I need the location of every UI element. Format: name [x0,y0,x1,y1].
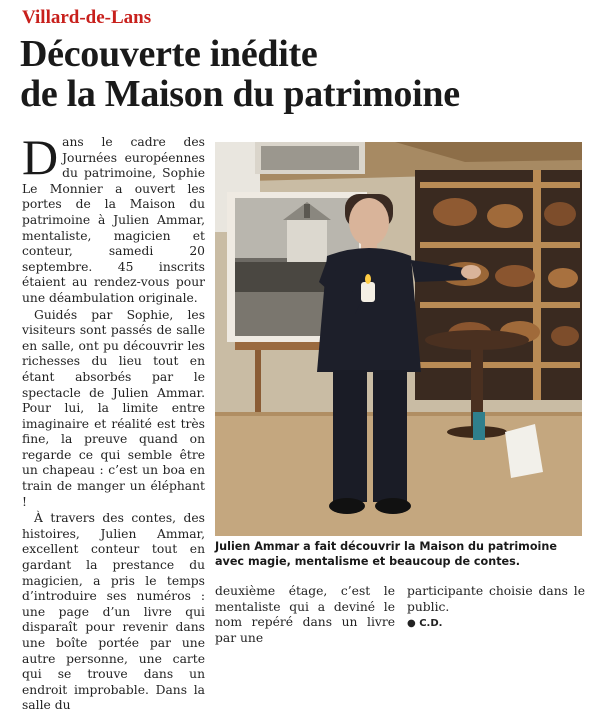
kicker-location: Villard-de-Lans [22,7,152,28]
headline [20,34,590,114]
byline: ● C.D. [407,618,443,630]
article-column-middle [215,584,395,646]
article-column-left [22,129,205,714]
headline-line-1: Découverte inédite [20,33,318,75]
paragraph-1-text: ans le cadre des Journées européennes du patrimoine, Sophie Le Monnier a ouvert les portes de la Maison du patrimoine à Julien Ammar, mentaliste, magicien et conteur, samedi 20 septembre. 45 inscrits étaient au rendez-vous pour une déambulation originale. [22,135,205,305]
paragraph-3: À travers des contes, des histoires, Julien Ammar, excellent conteur tout en gardant la prestance du magicien, a pris le temps d’introduire ses numéros : une page d’un livre qui disparaît pour revenir dans une boîte portée par une autre personne, une carte qui se trouve dans un endroit improbable. Dans la salle du [22,511,205,713]
headline-line-2: de la Maison du patrimoine [20,73,460,115]
paragraph-4: deuxième étage, c’est le mentaliste qui a deviné le nom repéré dans un livre par une [215,584,395,645]
paragraph-2: Guidés par Sophie, les visiteurs sont passés de salle en salle, ont pu découvrir les richesses du lieu tout en étant absorbés par le spectacle de Julien Ammar. Pour lui, la limite entre imaginaire et réalité est très fine, la preuve quand on regarde ce qui semble être un chapeau : c’est un boa en train de manger un éléphant ! [22,307,205,509]
byline-text: C.D. [419,618,443,630]
drop-cap: D [22,129,59,185]
paragraph-5: participante choisie dans le public. [407,584,585,614]
paragraph-1 [22,129,205,307]
article-photo [215,142,582,536]
article-column-right [407,584,585,632]
photo-caption: Julien Ammar a fait découvrir la Maison du patrimoine avec magie, mentalisme et beaucoup de contes. [215,540,557,568]
